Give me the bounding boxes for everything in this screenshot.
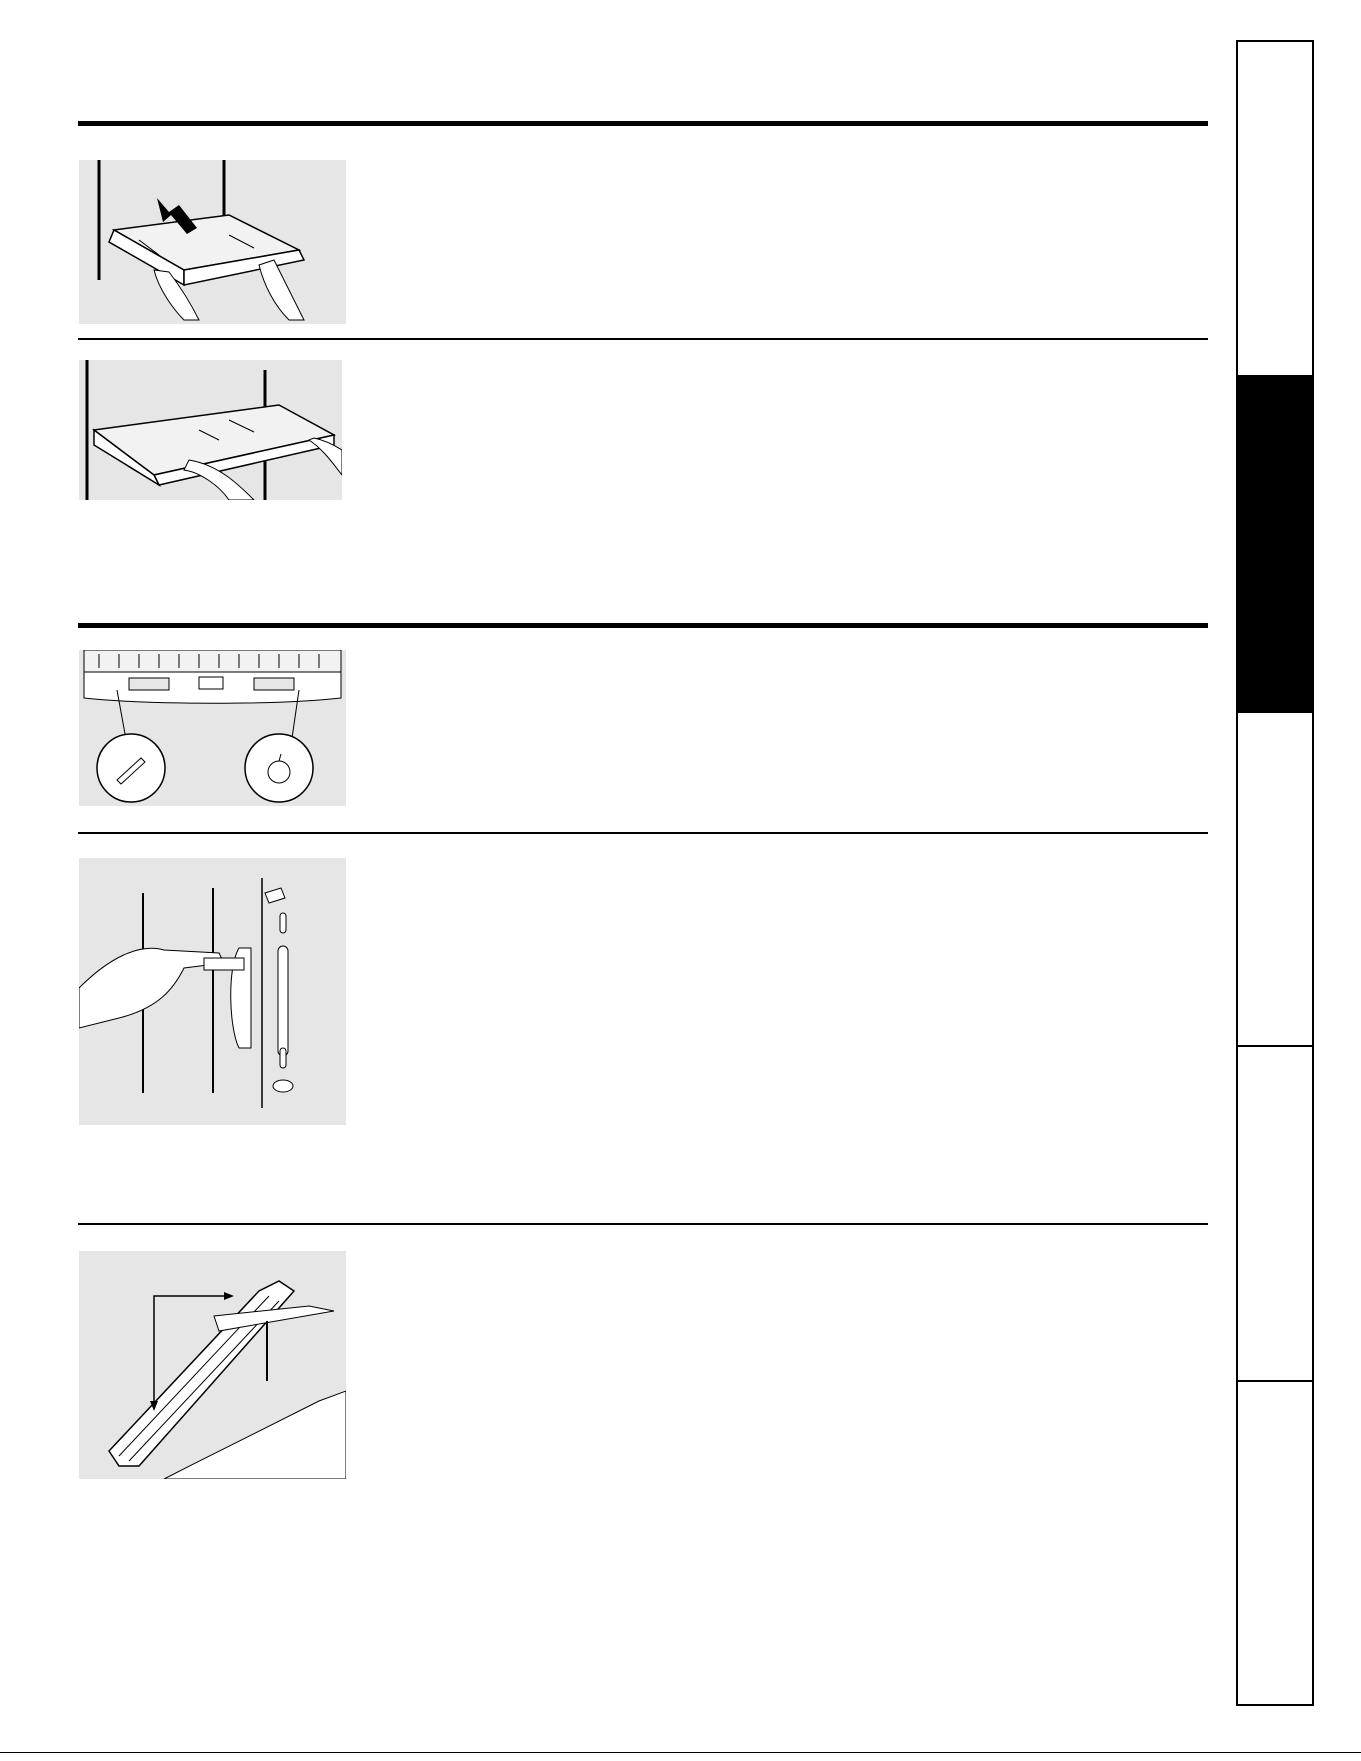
figure-divider-2: [78, 832, 1208, 834]
section-rule-middle: [78, 623, 1208, 628]
footer-line: [0, 1752, 1361, 1753]
drawer-rail-removal-illustration: [79, 1251, 346, 1479]
side-tab-1[interactable]: [1238, 42, 1312, 377]
figure-crisper-humidity-control: [79, 650, 346, 806]
figure-divider-3: [78, 1223, 1208, 1225]
figure-deli-drawer-temperature: [79, 858, 346, 1125]
crisper-humidity-control-illustration: [79, 650, 346, 806]
section-rule-top: [78, 121, 1208, 126]
deli-drawer-temperature-illustration: [79, 858, 346, 1125]
figure-divider-1: [78, 338, 1208, 340]
shelf-slide-out-illustration: [79, 160, 346, 324]
figure-drawer-rail-removal: [79, 1251, 346, 1479]
side-tab-3[interactable]: [1238, 713, 1312, 1047]
side-tab-4[interactable]: [1238, 1047, 1312, 1382]
side-tab-2-active[interactable]: [1238, 377, 1312, 713]
figure-shelf-tilt-remove: [79, 360, 342, 500]
side-tab-5[interactable]: [1238, 1382, 1312, 1704]
figure-shelf-slide-out: [79, 160, 346, 324]
shelf-tilt-remove-illustration: [79, 360, 342, 500]
side-navigation-tabs: [1236, 40, 1314, 1706]
